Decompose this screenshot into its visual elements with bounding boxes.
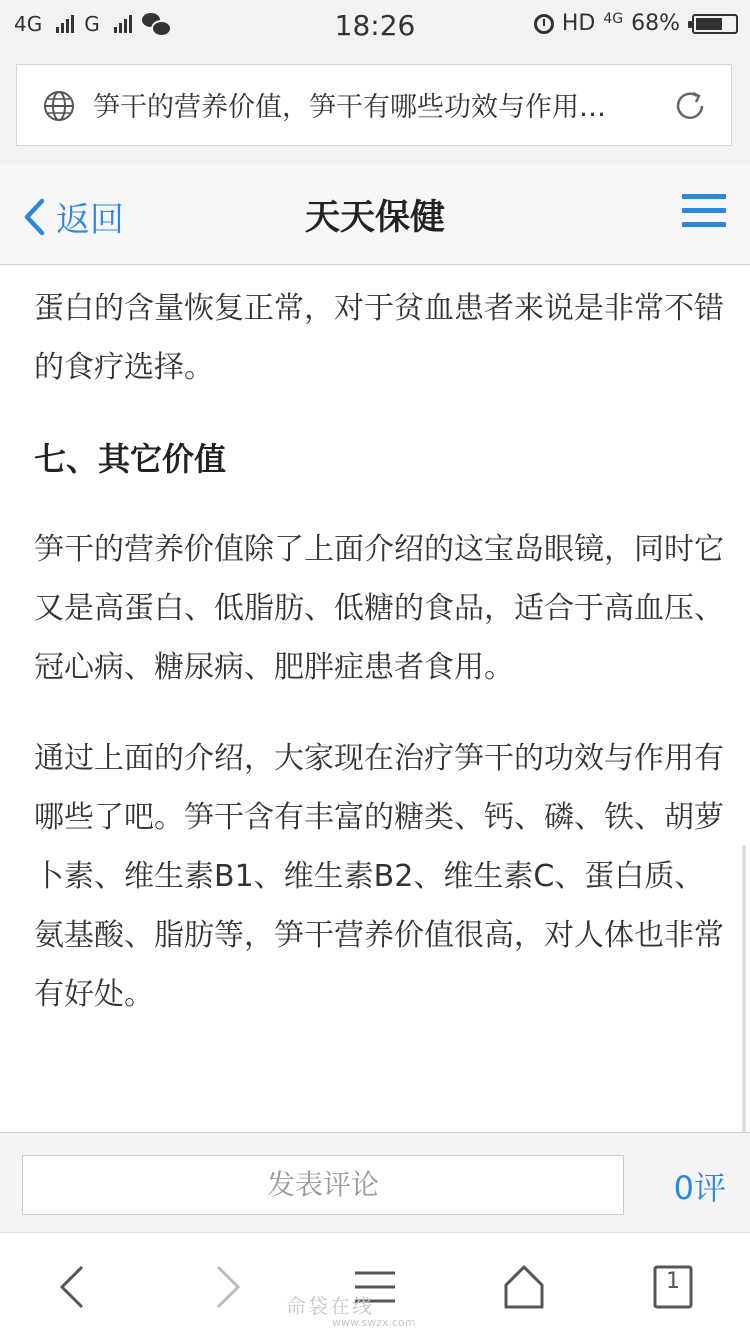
globe-icon [43,90,75,122]
section-heading: 七、其它价值 [34,440,227,478]
comment-input[interactable]: 发表评论 [22,1155,624,1215]
article-paragraph: 蛋白的含量恢复正常，对于贫血患者来说是非常不错的食疗选择。 [34,291,724,385]
comment-bar [0,1132,750,1233]
article-paragraph: 通过上面的介绍，大家现在治疗笋干的功效与作用有哪些了吧。笋干含有丰富的糖类、钙、磷、铁、胡萝卜素、维生素B1、维生素B2、维生素C、蛋白质、氨基酸、脂肪等，笋干营养价值很高，对人体也非常有好处。 [34,741,724,1012]
home-icon[interactable] [494,1257,554,1317]
net-label: 4G [603,10,624,27]
carrier-1-label: 4G [14,12,43,36]
watermark-url: www.swzx.com [332,1316,416,1329]
tabs-button[interactable] [646,1261,700,1315]
status-time: 18:26 [334,9,416,42]
site-header [0,164,750,265]
back-label: 返回 [56,200,124,240]
hd-label: HD [561,11,596,36]
battery-percent: 68% [631,11,680,36]
status-right [534,11,738,36]
article-body [34,265,724,1024]
watermark-text: 命袋在线 [286,1294,374,1318]
address-bar-container [0,52,750,164]
page-url-title[interactable]: 笋干的营养价值，笋干有哪些功效与作用… [93,92,606,123]
comment-count-link[interactable]: 0评 [673,1169,726,1207]
forward-nav-icon[interactable] [196,1257,256,1317]
menu-icon[interactable] [682,194,726,232]
back-nav-icon[interactable] [44,1257,104,1317]
battery-icon [692,14,738,34]
article-paragraph: 笋干的营养价值除了上面介绍的这宝岛眼镜，同时它又是高蛋白、低脂肪、低糖的食品，适合于高血压、冠心病、糖尿病、肥胖症患者食用。 [34,532,724,685]
alarm-icon [534,14,554,34]
scrollbar[interactable] [742,845,746,1140]
carrier-2-label: G [84,12,100,36]
status-bar [0,0,750,52]
site-title: 天天保健 [304,198,445,238]
address-bar[interactable] [16,64,732,146]
tab-count: 1 [666,1269,680,1294]
reload-icon[interactable] [671,87,709,125]
